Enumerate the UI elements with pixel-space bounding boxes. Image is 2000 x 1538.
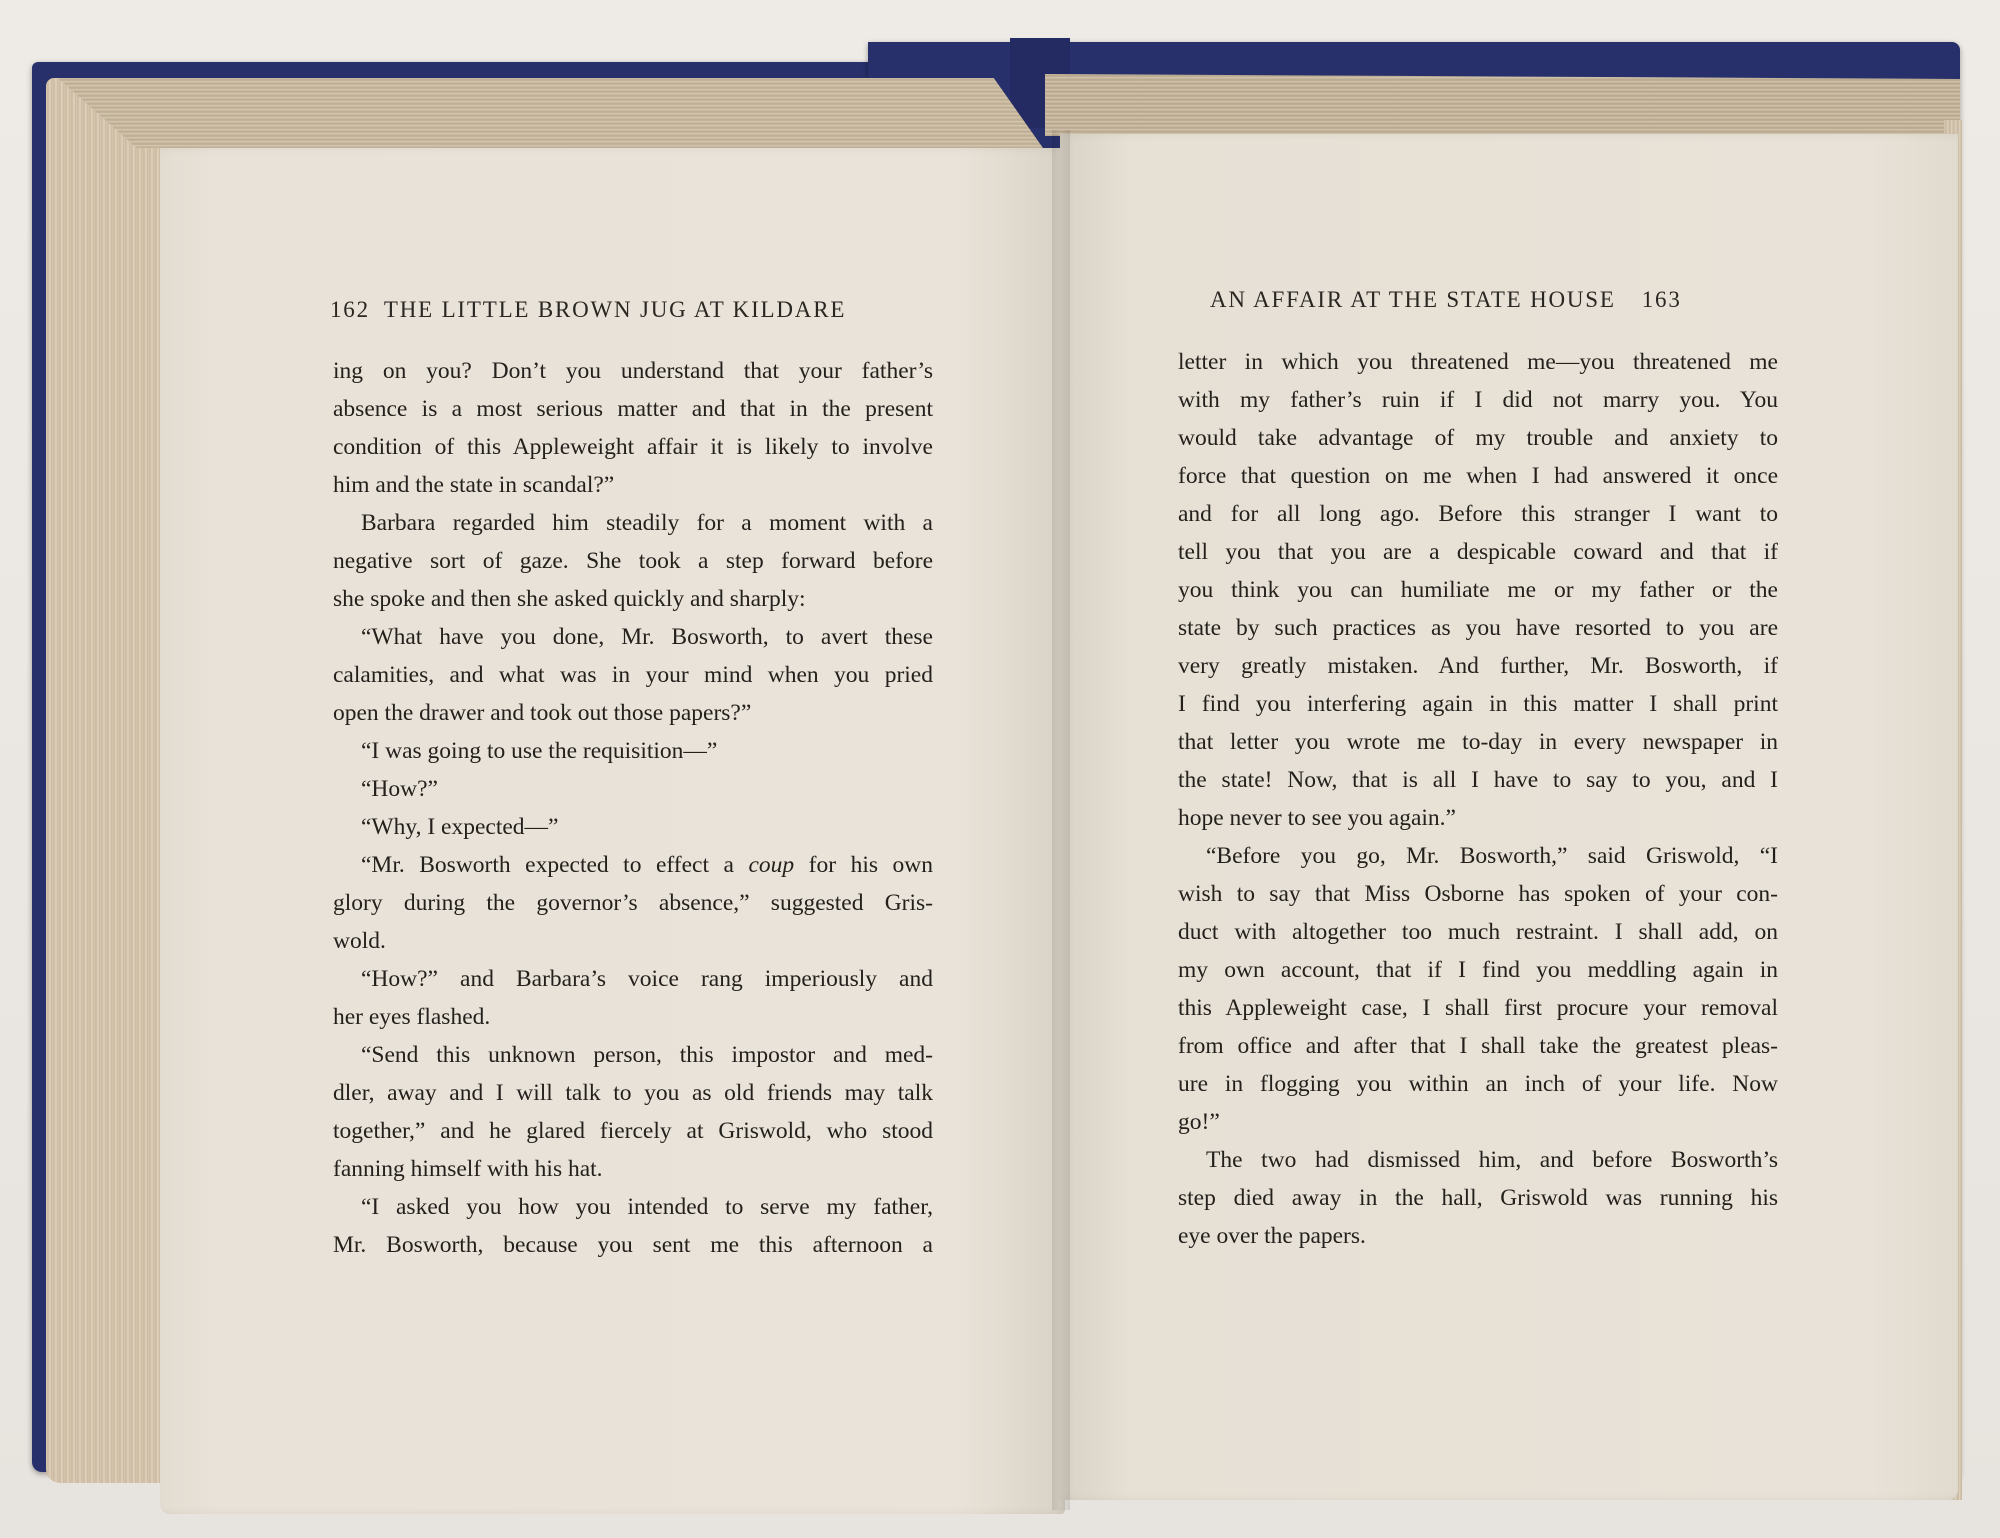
- text-line: the state! Now, that is all I have to say to you, and I: [1178, 767, 1778, 793]
- text-line: would take advantage of my trouble and anxiety to: [1178, 425, 1778, 451]
- text-line: wish to say that Miss Osborne has spoken of your con-: [1178, 881, 1778, 907]
- text-line: wold.: [333, 928, 386, 954]
- text-line: you think you can humiliate me or my father or the: [1178, 577, 1778, 603]
- text-line: dler, away and I will talk to you as old friends may talk: [333, 1080, 933, 1106]
- right-running-title: AN AFFAIR AT THE STATE HOUSE: [1210, 287, 1616, 312]
- text-line: open the drawer and took out those papers?”: [333, 700, 752, 726]
- text-line: she spoke and then she asked quickly and sharply:: [333, 586, 806, 612]
- text-line: glory during the governor’s absence,” suggested Gris-: [333, 890, 933, 916]
- text-line: “What have you done, Mr. Bosworth, to avert these: [361, 624, 933, 650]
- text-line: “Send this unknown person, this impostor and med-: [361, 1042, 933, 1068]
- text-line: together,” and he glared fiercely at Griswold, who stood: [333, 1118, 933, 1144]
- text-line: duct with altogether too much restraint. I shall add, on: [1178, 919, 1778, 945]
- text-line: Barbara regarded him steadily for a moment with a: [361, 510, 933, 536]
- text-line: “I asked you how you intended to serve my father,: [361, 1194, 933, 1220]
- text-line: letter in which you threatened me—you threatened me: [1178, 349, 1778, 375]
- page-edges-left: [46, 78, 166, 1483]
- text-line: force that question on me when I had answered it once: [1178, 463, 1778, 489]
- text-line: step died away in the hall, Griswold was running his: [1178, 1185, 1778, 1211]
- text-line: “How?” and Barbara’s voice rang imperiously and: [361, 966, 933, 992]
- text-line: “Mr. Bosworth expected to effect a coup for his own: [361, 852, 933, 878]
- text-line: him and the state in scandal?”: [333, 472, 615, 498]
- text-line: that letter you wrote me to-day in every newspaper in: [1178, 729, 1778, 755]
- left-page-number: 162: [330, 297, 370, 322]
- text-line: hope never to see you again.”: [1178, 805, 1456, 831]
- text-line: very greatly mistaken. And further, Mr. Bosworth, if: [1178, 653, 1778, 679]
- text-line: her eyes flashed.: [333, 1004, 491, 1030]
- page-edges-top-right: [1045, 74, 1960, 136]
- left-page-body: [333, 352, 933, 1264]
- right-page-body: [1178, 343, 1778, 1255]
- left-running-head: [330, 297, 846, 323]
- text-line: “Before you go, Mr. Bosworth,” said Griswold, “I: [1206, 843, 1778, 869]
- text-line: my own account, that if I find you meddling again in: [1178, 957, 1778, 983]
- text-line: negative sort of gaze. She took a step forward before: [333, 548, 933, 574]
- text-line: with my father’s ruin if I did not marry you. You: [1178, 387, 1778, 413]
- right-page-number: 163: [1641, 287, 1682, 312]
- left-running-title: THE LITTLE BROWN JUG AT KILDARE: [383, 297, 847, 322]
- text-line: absence is a most serious matter and that in the present: [333, 396, 933, 422]
- text-line: go!”: [1178, 1109, 1220, 1135]
- text-line: “Why, I expected—”: [361, 814, 559, 840]
- text-line: this Appleweight case, I shall first procure your removal: [1178, 995, 1778, 1021]
- text-line: eye over the papers.: [1178, 1223, 1366, 1249]
- text-line: “How?”: [361, 776, 438, 802]
- text-line: tell you that you are a despicable coward and that if: [1178, 539, 1778, 565]
- text-line: “I was going to use the requisition—”: [361, 738, 718, 764]
- text-line: calamities, and what was in your mind when you pried: [333, 662, 933, 688]
- page-edges-top-left: [58, 78, 1043, 148]
- text-line: The two had dismissed him, and before Bosworth’s: [1206, 1147, 1778, 1173]
- text-line: condition of this Appleweight affair it is likely to involve: [333, 434, 933, 460]
- book-gutter: [1052, 130, 1070, 1510]
- text-line: I find you interfering again in this matter I shall print: [1178, 691, 1778, 717]
- right-running-head: [1210, 287, 1682, 313]
- text-line: ure in flogging you within an inch of your life. Now: [1178, 1071, 1778, 1097]
- text-line: and for all long ago. Before this stranger I want to: [1178, 501, 1778, 527]
- text-line: fanning himself with his hat.: [333, 1156, 603, 1182]
- text-line: Mr. Bosworth, because you sent me this afternoon a: [333, 1232, 933, 1258]
- text-line: from office and after that I shall take the greatest pleas-: [1178, 1033, 1778, 1059]
- text-line: state by such practices as you have resorted to you are: [1178, 615, 1778, 641]
- text-line: ing on you? Don’t you understand that your father’s: [333, 358, 933, 384]
